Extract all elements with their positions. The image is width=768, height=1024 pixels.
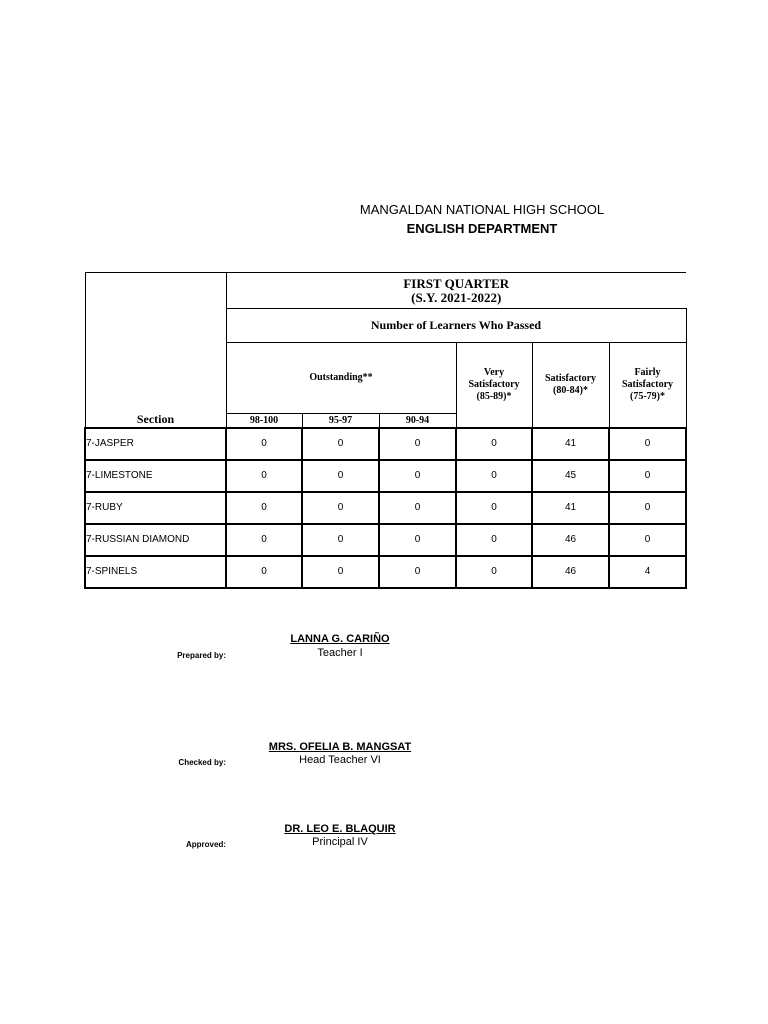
value-cell: 0 (379, 524, 456, 556)
value-cell: 0 (609, 428, 686, 460)
value-cell: 0 (226, 492, 302, 524)
value-cell: 0 (226, 524, 302, 556)
value-cell: 0 (302, 524, 379, 556)
checker-title: Head Teacher VI (299, 754, 381, 766)
value-cell: 0 (379, 556, 456, 588)
section-header: Section (85, 273, 226, 428)
table-row (85, 428, 686, 460)
approver-title: Principal IV (312, 836, 368, 848)
value-cell: 41 (532, 428, 609, 460)
value-cell: 0 (609, 460, 686, 492)
learners-passed-table (84, 272, 687, 589)
section-name: 7-LIMESTONE (85, 460, 226, 492)
approver-name: DR. LEO E. BLAQUIR (284, 823, 396, 835)
very-satisfactory-header: Very Satisfactory (85-89)* (456, 343, 532, 428)
value-cell: 0 (609, 492, 686, 524)
value-cell: 0 (456, 492, 532, 524)
value-cell: 0 (302, 492, 379, 524)
value-cell: 0 (226, 428, 302, 460)
school-year: (S.Y. 2021-2022) (411, 289, 502, 305)
value-cell: 4 (609, 556, 686, 588)
range-98-100: 98-100 (226, 414, 302, 428)
preparer-title: Teacher I (317, 647, 363, 659)
fairly-satisfactory-header: Fairly Satisfactory (75-79)* (609, 343, 686, 428)
table-row (85, 524, 686, 556)
value-cell: 46 (532, 524, 609, 556)
checked-by-label: Checked by: (178, 758, 226, 767)
value-cell: 45 (532, 460, 609, 492)
passed-header: Number of Learners Who Passed (226, 309, 686, 343)
approved-label: Approved: (186, 840, 226, 849)
section-name: 7-RUSSIAN DIAMOND (85, 524, 226, 556)
table-row (85, 492, 686, 524)
preparer-name: LANNA G. CARIÑO (290, 633, 390, 645)
table-row (85, 556, 686, 588)
quarter-header (226, 273, 686, 309)
school-name: MANGALDAN NATIONAL HIGH SCHOOL (359, 202, 605, 217)
value-cell: 41 (532, 492, 609, 524)
value-cell: 0 (302, 460, 379, 492)
value-cell: 0 (456, 556, 532, 588)
value-cell: 0 (226, 556, 302, 588)
outstanding-header: Outstanding** (226, 343, 456, 414)
section-name: 7-JASPER (85, 428, 226, 460)
quarter-title: FIRST QUARTER (403, 275, 510, 291)
value-cell: 0 (456, 460, 532, 492)
value-cell: 0 (226, 460, 302, 492)
range-90-94: 90-94 (379, 414, 456, 428)
range-95-97: 95-97 (302, 414, 379, 428)
section-name: 7-RUBY (85, 492, 226, 524)
checker-name: MRS. OFELIA B. MANGSAT (268, 741, 412, 753)
value-cell: 0 (456, 524, 532, 556)
prepared-by-label: Prepared by: (177, 651, 226, 660)
satisfactory-header: Satisfactory (80-84)* (532, 343, 609, 428)
section-name: 7-SPINELS (85, 556, 226, 588)
department-name: ENGLISH DEPARTMENT (406, 221, 558, 236)
value-cell: 0 (379, 460, 456, 492)
table-row (85, 460, 686, 492)
value-cell: 0 (379, 492, 456, 524)
value-cell: 0 (302, 556, 379, 588)
value-cell: 46 (532, 556, 609, 588)
value-cell: 0 (609, 524, 686, 556)
value-cell: 0 (379, 428, 456, 460)
value-cell: 0 (302, 428, 379, 460)
value-cell: 0 (456, 428, 532, 460)
